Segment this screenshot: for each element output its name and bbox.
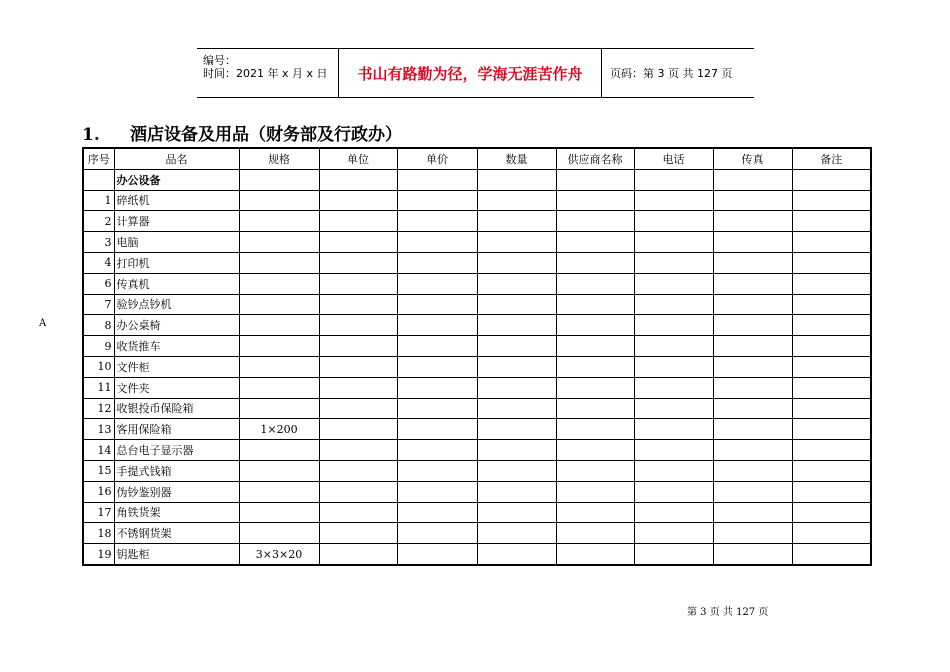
- table-cell: [319, 356, 397, 377]
- table-row: [83, 315, 871, 336]
- column-header: 传真: [713, 148, 792, 169]
- time-label: 时间：2021 年 x 月 x 日: [203, 67, 328, 80]
- table-cell: [634, 232, 713, 253]
- row-number: 17: [83, 502, 114, 523]
- table-cell: [397, 211, 477, 232]
- table-cell: [556, 440, 634, 461]
- header-meta-cell: [197, 49, 339, 97]
- row-number: 11: [83, 377, 114, 398]
- table-cell: [556, 481, 634, 502]
- table-cell: [713, 440, 792, 461]
- table-cell: [792, 273, 871, 294]
- table-cell: [634, 440, 713, 461]
- table-cell: [397, 377, 477, 398]
- table-row: [83, 336, 871, 357]
- section-heading: [82, 120, 402, 145]
- table-cell: [397, 336, 477, 357]
- table-cell: [477, 273, 556, 294]
- item-spec: [239, 294, 319, 315]
- table-row: [83, 440, 871, 461]
- table-cell: [477, 481, 556, 502]
- table-cell: [477, 460, 556, 481]
- header-page-cell: [602, 49, 754, 97]
- table-row: [83, 419, 871, 440]
- motto-text: 书山有路勤为径，学海无涯苦作舟: [357, 64, 583, 83]
- table-cell: [634, 544, 713, 565]
- column-header: 供应商名称: [556, 148, 634, 169]
- row-number: 6: [83, 273, 114, 294]
- table-cell: [634, 460, 713, 481]
- item-spec: [239, 377, 319, 398]
- row-number: 10: [83, 356, 114, 377]
- column-header: 单价: [397, 148, 477, 169]
- table-cell: [397, 294, 477, 315]
- column-header: 序号: [83, 148, 114, 169]
- column-header: 单位: [319, 148, 397, 169]
- table-cell: [477, 377, 556, 398]
- category-label: 办公设备: [114, 169, 239, 190]
- table-cell: [477, 523, 556, 544]
- table-cell: [792, 252, 871, 273]
- category-row: [83, 169, 871, 190]
- table-cell: [397, 398, 477, 419]
- table-cell: [397, 419, 477, 440]
- item-spec: [239, 440, 319, 461]
- table-row: [83, 481, 871, 502]
- table-cell: [397, 190, 477, 211]
- table-cell: [792, 460, 871, 481]
- column-header: 数量: [477, 148, 556, 169]
- item-spec: [239, 398, 319, 419]
- table-cell: [556, 294, 634, 315]
- table-cell: [713, 294, 792, 315]
- margin-marker: A: [39, 318, 47, 329]
- table-cell: [397, 460, 477, 481]
- table-cell: [713, 315, 792, 336]
- table-cell: [319, 190, 397, 211]
- table-cell: [319, 336, 397, 357]
- table-cell: [319, 315, 397, 336]
- table-cell: [713, 336, 792, 357]
- table-cell: [634, 377, 713, 398]
- table-row: [83, 232, 871, 253]
- item-spec: [239, 523, 319, 544]
- table-cell: [556, 502, 634, 523]
- table-cell: [634, 502, 713, 523]
- item-spec: [239, 211, 319, 232]
- table-cell: [792, 190, 871, 211]
- table-cell: [556, 336, 634, 357]
- table-cell: [634, 252, 713, 273]
- item-name: 碎纸机: [114, 190, 239, 211]
- table-cell: [556, 419, 634, 440]
- table-cell: [319, 523, 397, 544]
- table-cell: [792, 377, 871, 398]
- item-name: 收银投币保险箱: [114, 398, 239, 419]
- row-number: 12: [83, 398, 114, 419]
- table-cell: [713, 523, 792, 544]
- row-number: 15: [83, 460, 114, 481]
- table-cell: [792, 232, 871, 253]
- table-cell: [319, 211, 397, 232]
- table-cell: [397, 232, 477, 253]
- table-row: [83, 356, 871, 377]
- table-cell: [397, 523, 477, 544]
- column-header: 品名: [114, 148, 239, 169]
- table-row: [83, 544, 871, 565]
- item-name: 计算器: [114, 211, 239, 232]
- table-cell: [556, 232, 634, 253]
- item-name: 角铁货架: [114, 502, 239, 523]
- table-cell: [477, 336, 556, 357]
- column-header: 电话: [634, 148, 713, 169]
- table-row: [83, 523, 871, 544]
- table-cell: [477, 502, 556, 523]
- table-cell: [713, 252, 792, 273]
- table-cell: [713, 211, 792, 232]
- item-spec: 1×200: [239, 419, 319, 440]
- item-spec: [239, 460, 319, 481]
- page-footer: 第 3 页 共 127 页: [687, 607, 769, 618]
- table-cell: [713, 481, 792, 502]
- table-cell: [319, 481, 397, 502]
- table-cell: [319, 294, 397, 315]
- table-cell: [556, 398, 634, 419]
- row-number: 16: [83, 481, 114, 502]
- header-motto-cell: [339, 49, 602, 97]
- table-cell: [319, 544, 397, 565]
- table-cell: [397, 481, 477, 502]
- table-cell: [713, 232, 792, 253]
- table-cell: [477, 294, 556, 315]
- table-cell: [319, 273, 397, 294]
- table-row: [83, 377, 871, 398]
- table-cell: [397, 544, 477, 565]
- row-number: 18: [83, 523, 114, 544]
- item-name: 手提式钱箱: [114, 460, 239, 481]
- table-cell: [556, 544, 634, 565]
- table-header-row: [83, 148, 871, 169]
- table-cell: [319, 460, 397, 481]
- table-cell: [319, 377, 397, 398]
- table-cell: [792, 356, 871, 377]
- table-cell: [634, 315, 713, 336]
- table-cell: [792, 315, 871, 336]
- page-info: 页码：第 3 页 共 127 页: [610, 67, 733, 80]
- table-cell: [792, 544, 871, 565]
- table-cell: [319, 440, 397, 461]
- item-name: 客用保险箱: [114, 419, 239, 440]
- table-cell: [713, 190, 792, 211]
- column-header: 规格: [239, 148, 319, 169]
- table-cell: [477, 252, 556, 273]
- table-cell: [792, 523, 871, 544]
- table-cell: [397, 273, 477, 294]
- item-name: 传真机: [114, 273, 239, 294]
- item-spec: [239, 232, 319, 253]
- table-cell: [634, 211, 713, 232]
- row-number: 8: [83, 315, 114, 336]
- table-cell: [713, 544, 792, 565]
- row-number: 4: [83, 252, 114, 273]
- table-row: [83, 294, 871, 315]
- table-cell: [477, 190, 556, 211]
- row-number: 14: [83, 440, 114, 461]
- item-spec: [239, 315, 319, 336]
- table-cell: [634, 419, 713, 440]
- section-title: 酒店设备及用品（财务部及行政办）: [130, 125, 402, 145]
- table-row: [83, 273, 871, 294]
- table-cell: [556, 252, 634, 273]
- table-cell: [713, 273, 792, 294]
- table-cell: [556, 211, 634, 232]
- table-cell: [319, 232, 397, 253]
- row-number: 9: [83, 336, 114, 357]
- item-name: 总台电子显示器: [114, 440, 239, 461]
- number-label: 编号：: [203, 54, 236, 67]
- table-cell: [477, 544, 556, 565]
- table-cell: [477, 440, 556, 461]
- row-number: 3: [83, 232, 114, 253]
- table-cell: [792, 481, 871, 502]
- item-spec: [239, 190, 319, 211]
- table-row: [83, 211, 871, 232]
- item-name: 文件夹: [114, 377, 239, 398]
- page-header: [197, 48, 754, 98]
- table-cell: [319, 398, 397, 419]
- table-cell: [556, 356, 634, 377]
- table-cell: [634, 481, 713, 502]
- item-name: 验钞点钞机: [114, 294, 239, 315]
- table-cell: [792, 398, 871, 419]
- table-cell: [634, 190, 713, 211]
- table-cell: [713, 419, 792, 440]
- table-cell: [319, 502, 397, 523]
- table-cell: [397, 315, 477, 336]
- table-cell: [556, 315, 634, 336]
- table-cell: [556, 460, 634, 481]
- table-cell: [556, 523, 634, 544]
- table-cell: [397, 440, 477, 461]
- table-cell: [792, 502, 871, 523]
- table-cell: [397, 252, 477, 273]
- table-cell: [556, 190, 634, 211]
- column-header: 备注: [792, 148, 871, 169]
- item-spec: [239, 481, 319, 502]
- table-row: [83, 460, 871, 481]
- table-row: [83, 398, 871, 419]
- item-name: 伪钞鉴别器: [114, 481, 239, 502]
- item-name: 文件柜: [114, 356, 239, 377]
- item-name: 钥匙柜: [114, 544, 239, 565]
- section-number: 1.: [82, 125, 100, 145]
- table-row: [83, 190, 871, 211]
- table-row: [83, 502, 871, 523]
- table-cell: [792, 211, 871, 232]
- table-cell: [556, 377, 634, 398]
- table-cell: [713, 356, 792, 377]
- item-name: 打印机: [114, 252, 239, 273]
- item-spec: 3×3×20: [239, 544, 319, 565]
- table-cell: [634, 398, 713, 419]
- item-spec: [239, 273, 319, 294]
- table-cell: [83, 169, 114, 190]
- table-cell: [477, 419, 556, 440]
- item-spec: [239, 356, 319, 377]
- table-cell: [477, 211, 556, 232]
- table-cell: [713, 460, 792, 481]
- table-cell: [634, 336, 713, 357]
- row-number: 13: [83, 419, 114, 440]
- table-cell: [713, 502, 792, 523]
- table-cell: [477, 398, 556, 419]
- table-cell: [792, 294, 871, 315]
- equipment-table: [82, 147, 872, 566]
- table-cell: [634, 273, 713, 294]
- table-cell: [556, 273, 634, 294]
- table-cell: [634, 294, 713, 315]
- table-cell: [319, 252, 397, 273]
- table-cell: [397, 502, 477, 523]
- table-row: [83, 252, 871, 273]
- row-number: 19: [83, 544, 114, 565]
- table-cell: [713, 377, 792, 398]
- table-cell: [792, 336, 871, 357]
- table-cell: [319, 419, 397, 440]
- item-spec: [239, 252, 319, 273]
- table-cell: [792, 419, 871, 440]
- item-name: 电脑: [114, 232, 239, 253]
- table-cell: [634, 356, 713, 377]
- table-cell: [397, 356, 477, 377]
- item-spec: [239, 336, 319, 357]
- table-cell: [792, 440, 871, 461]
- row-number: 7: [83, 294, 114, 315]
- item-name: 办公桌椅: [114, 315, 239, 336]
- table-cell: [713, 398, 792, 419]
- item-spec: [239, 502, 319, 523]
- row-number: 1: [83, 190, 114, 211]
- row-number: 2: [83, 211, 114, 232]
- item-name: 不锈钢货架: [114, 523, 239, 544]
- table-cell: [634, 523, 713, 544]
- table-cell: [477, 315, 556, 336]
- item-name: 收货推车: [114, 336, 239, 357]
- table-cell: [477, 232, 556, 253]
- table-cell: [477, 356, 556, 377]
